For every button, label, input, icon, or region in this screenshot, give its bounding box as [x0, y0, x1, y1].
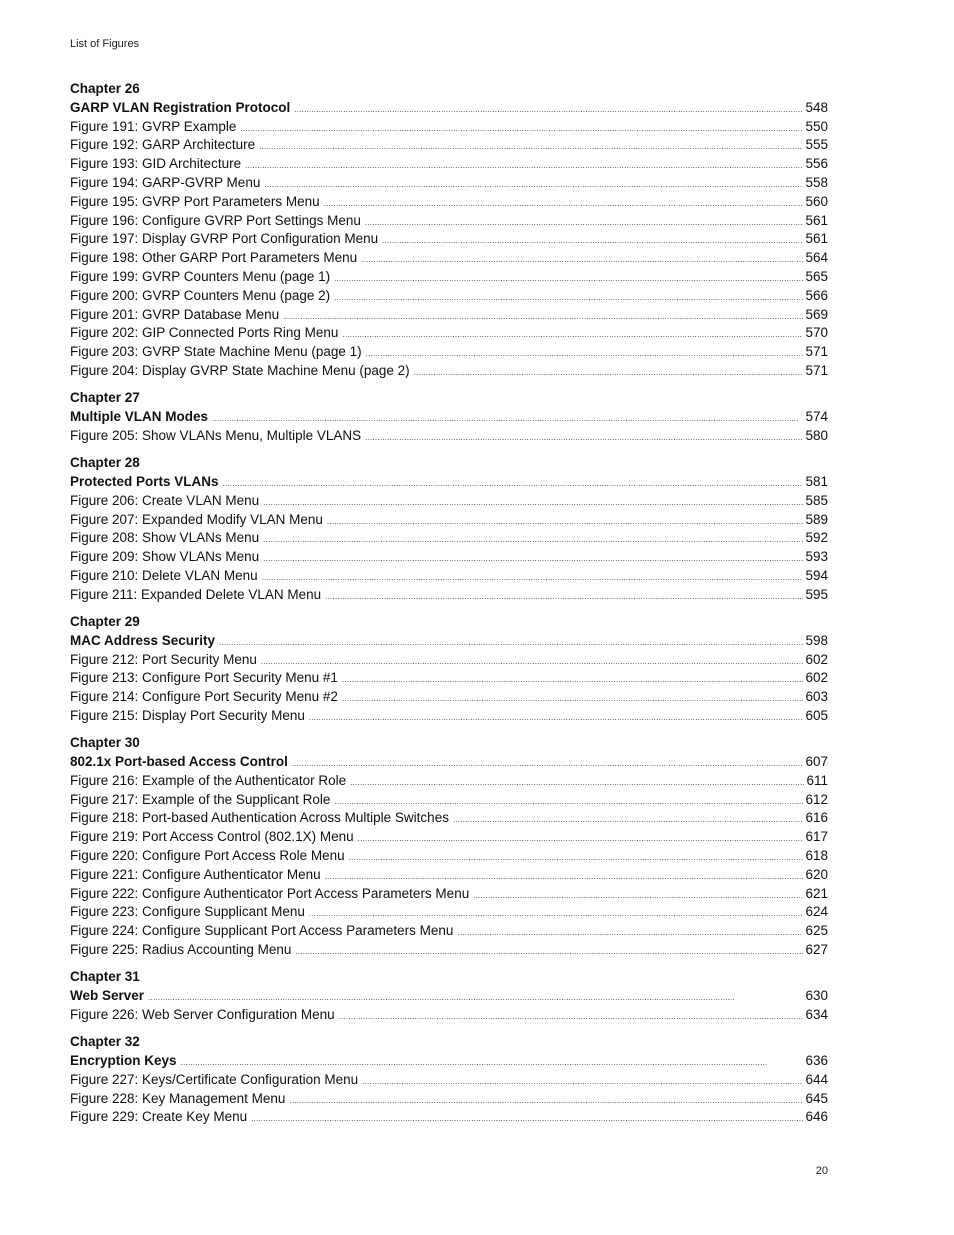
chapter-section — [70, 1033, 828, 1127]
figure-entry[interactable] — [70, 427, 828, 446]
figure-entry[interactable] — [70, 118, 828, 137]
figure-entry-title: Figure 213: Configure Port Security Menu #1 — [70, 670, 338, 686]
figure-entry-page: 611 — [806, 772, 828, 788]
figure-entry-title: Figure 196: Configure GVRP Port Settings Menu — [70, 212, 361, 228]
figure-entry[interactable] — [70, 324, 828, 343]
dot-leader — [362, 1073, 803, 1092]
figure-entry-title: Figure 206: Create VLAN Menu — [70, 492, 260, 508]
chapter-label: Chapter 28 — [70, 455, 140, 471]
figure-entry-title: Figure 212: Port Security Menu — [70, 651, 257, 667]
figure-entry-page: 605 — [805, 708, 828, 723]
dot-leader — [223, 475, 804, 494]
chapter-title-entry-title: Protected Ports VLANs — [70, 473, 219, 489]
dot-leader — [361, 251, 803, 270]
chapter-title-entry-title: Multiple VLAN Modes — [70, 409, 208, 425]
chapter-title-entry[interactable] — [70, 1052, 828, 1071]
chapter-label: Chapter 27 — [70, 390, 140, 406]
chapter-title-entry-page: 630 — [805, 988, 828, 1004]
figure-entry[interactable] — [70, 1090, 828, 1109]
figure-entry[interactable] — [70, 306, 828, 325]
figure-entry-title: Figure 229: Create Key Menu — [70, 1109, 248, 1125]
figure-entry-title: Figure 204: Display GVRP State Machine Menu (page 2) — [70, 362, 410, 378]
dot-leader — [264, 176, 803, 195]
figure-entry-title: Figure 214: Configure Port Security Menu #2 — [70, 689, 338, 705]
figure-entry-title: Figure 225: Radius Accounting Menu — [70, 942, 292, 958]
figure-entry-title: Figure 202: GIP Connected Ports Ring Menu — [70, 325, 339, 341]
dot-leader — [350, 774, 804, 793]
dot-leader — [349, 849, 804, 868]
figure-entry-page: 564 — [805, 250, 828, 266]
figure-entry[interactable] — [70, 155, 828, 174]
figure-entry-page: 645 — [805, 1090, 828, 1106]
chapter-title-entry[interactable] — [70, 987, 828, 1006]
figure-entry[interactable] — [70, 268, 828, 287]
figure-entry-title: Figure 217: Example of the Supplicant Role — [70, 791, 331, 807]
page-number: 20 — [815, 1165, 828, 1177]
chapter-title-entry-page: 581 — [805, 473, 828, 489]
figure-entry-title: Figure 226: Web Server Configuration Menu — [70, 1006, 335, 1022]
figure-entry[interactable] — [70, 586, 828, 605]
dot-leader — [219, 634, 803, 653]
figure-entry-page: 569 — [805, 306, 828, 322]
chapter-title-entry-title: MAC Address Security — [70, 632, 216, 648]
figure-entry-title: Figure 192: GARP Architecture — [70, 137, 256, 153]
figure-entry-page: 603 — [805, 689, 828, 705]
figure-entry-page: 595 — [805, 586, 828, 602]
figure-entry-title: Figure 224: Configure Supplicant Port Access Parameters Menu — [70, 923, 454, 939]
figure-entry[interactable] — [70, 1108, 828, 1127]
dot-leader — [324, 195, 804, 214]
chapter-title-entry-page: 574 — [805, 409, 828, 425]
figure-entry[interactable] — [70, 567, 828, 586]
figure-entry-page: 550 — [805, 118, 828, 134]
figure-entry[interactable] — [70, 651, 828, 670]
figure-entry[interactable] — [70, 548, 828, 567]
figure-entry-page: 602 — [805, 670, 828, 686]
chapter-title-entry-page: 598 — [805, 632, 828, 648]
figure-entry-title: Figure 220: Configure Port Access Role Menu — [70, 848, 345, 864]
figure-entry-page: 624 — [805, 904, 828, 920]
figure-entry-page: 612 — [805, 791, 828, 807]
chapter-title-entry[interactable] — [70, 753, 828, 772]
figure-entry-page: 627 — [805, 942, 828, 958]
figure-entry-title: Figure 211: Expanded Delete VLAN Menu — [70, 586, 322, 602]
figure-entry[interactable] — [70, 511, 828, 530]
figure-entry-title: Figure 203: GVRP State Machine Menu (page 1) — [70, 344, 362, 360]
figure-entry[interactable] — [70, 885, 828, 904]
dot-leader — [261, 653, 804, 672]
dot-leader — [382, 232, 803, 251]
figure-entry-page: 592 — [805, 530, 828, 546]
figure-entry[interactable] — [70, 809, 828, 828]
figure-entry[interactable] — [70, 707, 828, 726]
figure-entry-title: Figure 191: GVRP Example — [70, 118, 237, 134]
figure-entry[interactable] — [70, 1071, 828, 1090]
figure-entry[interactable] — [70, 230, 828, 249]
dot-leader — [292, 755, 804, 774]
figure-entry[interactable] — [70, 847, 828, 866]
dot-leader — [342, 690, 804, 709]
figure-entry-page: 621 — [805, 885, 828, 901]
dot-leader — [263, 531, 803, 550]
figure-entry[interactable] — [70, 343, 828, 362]
dot-leader — [366, 345, 804, 364]
chapter-section — [70, 968, 828, 1024]
figure-entry-title: Figure 198: Other GARP Port Parameters Menu — [70, 250, 358, 266]
figure-entry-title: Figure 222: Configure Authenticator Port Access Parameters Menu — [70, 885, 470, 901]
dot-leader — [295, 943, 803, 962]
dot-leader — [325, 588, 803, 607]
chapter-title-entry-page: 548 — [805, 99, 828, 115]
figure-entry-title: Figure 195: GVRP Port Parameters Menu — [70, 193, 320, 209]
dot-leader — [453, 811, 804, 830]
chapter-title-entry-title: 802.1x Port-based Access Control — [70, 754, 288, 770]
figure-entry-page: 561 — [805, 212, 828, 228]
chapter-title-entry-page: 636 — [805, 1053, 828, 1069]
figure-entry-page: 602 — [805, 651, 828, 667]
figure-entry-title: Figure 210: Delete VLAN Menu — [70, 567, 258, 583]
chapter-title-entry-page: 607 — [805, 754, 828, 770]
figure-entry-page: 565 — [805, 268, 828, 284]
figure-entry-page: 555 — [805, 137, 828, 153]
figure-entry-title: Figure 207: Expanded Modify VLAN Menu — [70, 511, 323, 527]
figure-entry-page: 580 — [805, 427, 828, 443]
figure-entry[interactable] — [70, 688, 828, 707]
dot-leader — [457, 924, 803, 943]
figure-entry-title: Figure 201: GVRP Database Menu — [70, 306, 280, 322]
figure-entry-page: 560 — [805, 193, 828, 209]
chapter-title-entry[interactable] — [70, 99, 828, 118]
figure-entry-page: 616 — [805, 810, 828, 826]
chapter-section — [70, 734, 828, 960]
figure-entry-page: 585 — [805, 492, 828, 508]
dot-leader — [358, 830, 804, 849]
figure-entry[interactable] — [70, 791, 828, 810]
dot-leader — [365, 429, 803, 448]
chapter-section — [70, 80, 828, 381]
chapter-section — [70, 454, 828, 604]
chapter-title-entry-title: GARP VLAN Registration Protocol — [70, 99, 291, 115]
dot-leader — [342, 326, 803, 345]
figure-entry[interactable] — [70, 249, 828, 268]
dot-leader — [309, 709, 804, 728]
chapter-label: Chapter 30 — [70, 735, 140, 751]
figure-entry-page: 618 — [805, 848, 828, 864]
dot-leader — [259, 138, 803, 157]
figure-entry-page: 558 — [805, 174, 828, 190]
figure-entry-title: Figure 216: Example of the Authenticator Role — [70, 772, 347, 788]
figure-entry-page: 634 — [805, 1006, 828, 1022]
dot-leader — [342, 671, 804, 690]
figure-entry[interactable] — [70, 362, 828, 381]
figure-entry-title: Figure 219: Port Access Control (802.1X) Menu — [70, 829, 354, 845]
figure-entry-page: 625 — [805, 923, 828, 939]
dot-leader — [240, 120, 803, 139]
figure-entry-page: 594 — [805, 567, 828, 583]
figure-entry-title: Figure 208: Show VLANs Menu — [70, 530, 260, 546]
figure-entry-page: 566 — [805, 287, 828, 303]
figure-entry-title: Figure 199: GVRP Counters Menu (page 1) — [70, 268, 331, 284]
figure-entry-title: Figure 197: Display GVRP Port Configuration Menu — [70, 231, 379, 247]
figure-entry[interactable] — [70, 772, 828, 791]
figure-entry-page: 561 — [805, 231, 828, 247]
dot-leader — [334, 289, 803, 308]
figure-entry[interactable] — [70, 828, 828, 847]
figure-entry-title: Figure 209: Show VLANs Menu — [70, 549, 260, 565]
figure-entry-title: Figure 215: Display Port Security Menu — [70, 708, 305, 723]
dot-leader — [262, 569, 804, 588]
figure-entry-page: 570 — [805, 325, 828, 341]
figure-entry[interactable] — [70, 287, 828, 306]
chapter-label: Chapter 26 — [70, 81, 140, 96]
figure-entry[interactable] — [70, 193, 828, 212]
dot-leader — [289, 1092, 803, 1111]
figure-entry[interactable] — [70, 174, 828, 193]
figure-entry-title: Figure 205: Show VLANs Menu, Multiple VLANS — [70, 427, 362, 443]
figure-entry[interactable] — [70, 941, 828, 960]
figure-entry-title: Figure 218: Port-based Authentication Across Multiple Switches — [70, 810, 449, 826]
figure-entry[interactable] — [70, 866, 828, 885]
figure-entry[interactable] — [70, 212, 828, 231]
dot-leader — [414, 364, 804, 383]
dot-leader — [473, 887, 803, 906]
dot-leader — [334, 270, 803, 289]
figure-entry[interactable] — [70, 1006, 828, 1025]
figure-entry-title: Figure 200: GVRP Counters Menu (page 2) — [70, 287, 331, 303]
chapter-label: Chapter 29 — [70, 614, 140, 630]
figure-entry-page: 644 — [805, 1071, 828, 1087]
figure-entry[interactable] — [70, 922, 828, 941]
figure-entry-page: 620 — [805, 866, 828, 882]
chapter-section — [70, 613, 828, 726]
dot-leader — [339, 1008, 804, 1027]
chapter-title-entry-title: Encryption Keys — [70, 1053, 177, 1069]
figure-entry-page: 589 — [805, 511, 828, 527]
figure-entry[interactable] — [70, 669, 828, 688]
chapter-title-entry[interactable] — [70, 408, 828, 427]
figure-entry[interactable] — [70, 903, 828, 922]
figure-entry-title: Figure 194: GARP-GVRP Menu — [70, 174, 261, 190]
figure-entry-page: 571 — [805, 362, 828, 378]
figure-entry-title: Figure 227: Keys/Certificate Configuration Menu — [70, 1071, 359, 1087]
figure-entry[interactable] — [70, 529, 828, 548]
chapter-title-entry-title: Web Server — [70, 988, 145, 1004]
figure-entry[interactable] — [70, 136, 828, 155]
figure-entry-page: 571 — [805, 344, 828, 360]
dot-leader — [263, 550, 803, 569]
list-of-figures — [70, 80, 828, 1136]
running-header: List of Figures — [70, 38, 140, 50]
figure-entry-page: 617 — [805, 829, 828, 845]
figure-entry-page: 593 — [805, 549, 828, 565]
figure-entry-title: Figure 228: Key Management Menu — [70, 1090, 286, 1106]
chapter-title-entry[interactable] — [70, 473, 828, 492]
dot-leader — [245, 157, 803, 176]
dot-leader — [365, 214, 804, 233]
chapter-label: Chapter 31 — [70, 969, 140, 985]
figure-entry[interactable] — [70, 492, 828, 511]
chapter-section — [70, 389, 828, 445]
figure-entry-title: Figure 223: Configure Supplicant Menu — [70, 904, 305, 920]
figure-entry-page: 646 — [805, 1109, 828, 1125]
dot-leader — [263, 494, 803, 513]
chapter-title-entry[interactable] — [70, 632, 828, 651]
dot-leader — [294, 101, 803, 120]
dot-leader — [283, 308, 803, 327]
dot-leader — [327, 513, 804, 532]
figure-entry-page: 556 — [805, 156, 828, 172]
figure-entry-title: Figure 193: GID Architecture — [70, 156, 242, 172]
chapter-label: Chapter 32 — [70, 1034, 140, 1050]
dot-leader — [251, 1110, 803, 1129]
figure-entry-title: Figure 221: Configure Authenticator Menu — [70, 866, 321, 882]
